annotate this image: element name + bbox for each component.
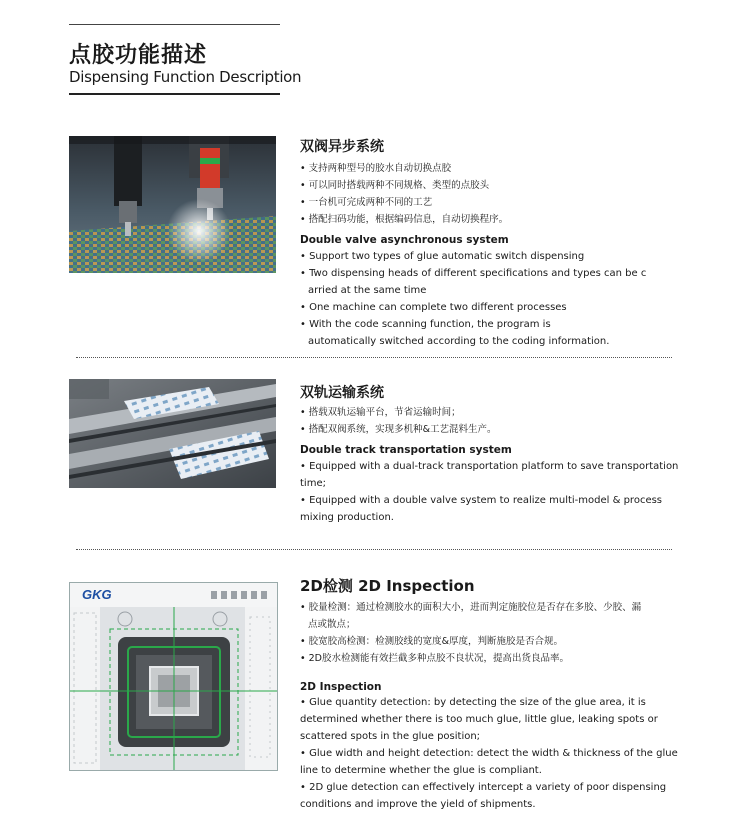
dual-valve-line-en: • With the code scanning function, the program is <box>300 319 551 330</box>
inspection-line-en: conditions and improve the yield of shipments. <box>300 799 536 810</box>
dual-track-line-en: mixing production. <box>300 512 394 523</box>
dual-valve-bullet-cn: • 一台机可完成两种不同的工艺 <box>300 197 433 208</box>
dual-track-illustration <box>69 379 276 488</box>
dual-valve-bullet-cn: • 支持两种型号的胶水自动切换点胶 <box>300 163 452 174</box>
dual-track-bullet-cn: • 搭配双阀系统，实现多机种&工艺混料生产。 <box>300 424 497 435</box>
header-top-rule <box>69 24 280 25</box>
dual-valve-title-cn: 双阀异步系统 <box>300 139 384 155</box>
dual-track-line-en: • Equipped with a dual-track transportation platform to save transportation <box>300 461 679 472</box>
gkg-logo: GKG <box>82 587 112 602</box>
inspection-title-cn: 2D检测 2D Inspection <box>300 577 475 595</box>
dual-valve-bullet-cn: • 搭配扫码功能，根据编码信息，自动切换程序。 <box>300 214 509 225</box>
dual-valve-line-en: arried at the same time <box>308 285 427 296</box>
section-2d-inspection <box>300 575 678 813</box>
dual-track-bullet-cn: • 搭载双轨运输平台，节省运输时间； <box>300 407 461 418</box>
page-title-cn: 点胶功能描述 <box>69 43 208 68</box>
inspection-bullet-cn: • 胶量检测：通过检测胶水的面积大小，进而判定施胶位是否存在多胶、少胶、漏 <box>300 602 642 613</box>
dual-valve-line-en: • Support two types of glue automatic switch dispensing <box>300 251 585 262</box>
inspection-line-en: determined whether there is too much glue, little glue, leaking spots or <box>300 714 658 725</box>
inspection-title-en: 2D Inspection <box>300 681 382 693</box>
inspection-screenshot <box>69 582 278 771</box>
dual-track-line-en: • Equipped with a double valve system to realize multi-model & process <box>300 495 663 506</box>
dual-valve-line-en: • Two dispensing heads of different specifications and types can be c <box>300 268 647 279</box>
dual-track-photo <box>69 379 276 488</box>
inspection-line-en: • 2D glue detection can effectively intercept a variety of poor dispensing <box>300 782 667 793</box>
dual-valve-line-en: • One machine can complete two different processes <box>300 302 567 313</box>
inspection-bullet-cn: 点或散点； <box>308 619 356 630</box>
inspection-bullet-cn: • 胶宽胶高检测：检测胶线的宽度&厚度，判断施胶是否合规。 <box>300 636 564 647</box>
dual-track-title-cn: 双轨运输系统 <box>300 385 384 401</box>
dual-valve-line-en: automatically switched according to the coding information. <box>308 336 610 347</box>
page-title-en: Dispensing Function Description <box>69 68 302 86</box>
inspection-line-en: • Glue width and height detection: detect the width & thickness of the glue <box>300 748 678 759</box>
inspection-line-en: scattered spots in the glue position; <box>300 731 481 742</box>
dual-track-title-en: Double track transportation system <box>300 444 512 456</box>
inspection-line-en: line to determine whether the glue is compliant. <box>300 765 542 776</box>
section-dual-track <box>300 382 678 526</box>
dual-valve-photo <box>69 136 276 273</box>
inspection-bullet-cn: • 2D胶水检测能有效拦截多种点胶不良状况，提高出货良品率。 <box>300 653 569 664</box>
dual-valve-bullet-cn: • 可以同时搭载两种不同规格、类型的点胶头 <box>300 180 490 191</box>
section-divider <box>76 357 672 358</box>
dual-valve-illustration <box>69 136 276 273</box>
dual-valve-title-en: Double valve asynchronous system <box>300 234 509 246</box>
section-dual-valve <box>300 136 646 350</box>
inspection-toolbar <box>70 583 277 608</box>
dual-track-line-en: time; <box>300 478 326 489</box>
section-divider <box>76 549 672 550</box>
header-bottom-rule <box>69 93 280 95</box>
inspection-view <box>70 607 277 770</box>
toolbar-buttons <box>211 591 271 599</box>
inspection-line-en: • Glue quantity detection: by detecting the size of the glue area, it is <box>300 697 646 708</box>
